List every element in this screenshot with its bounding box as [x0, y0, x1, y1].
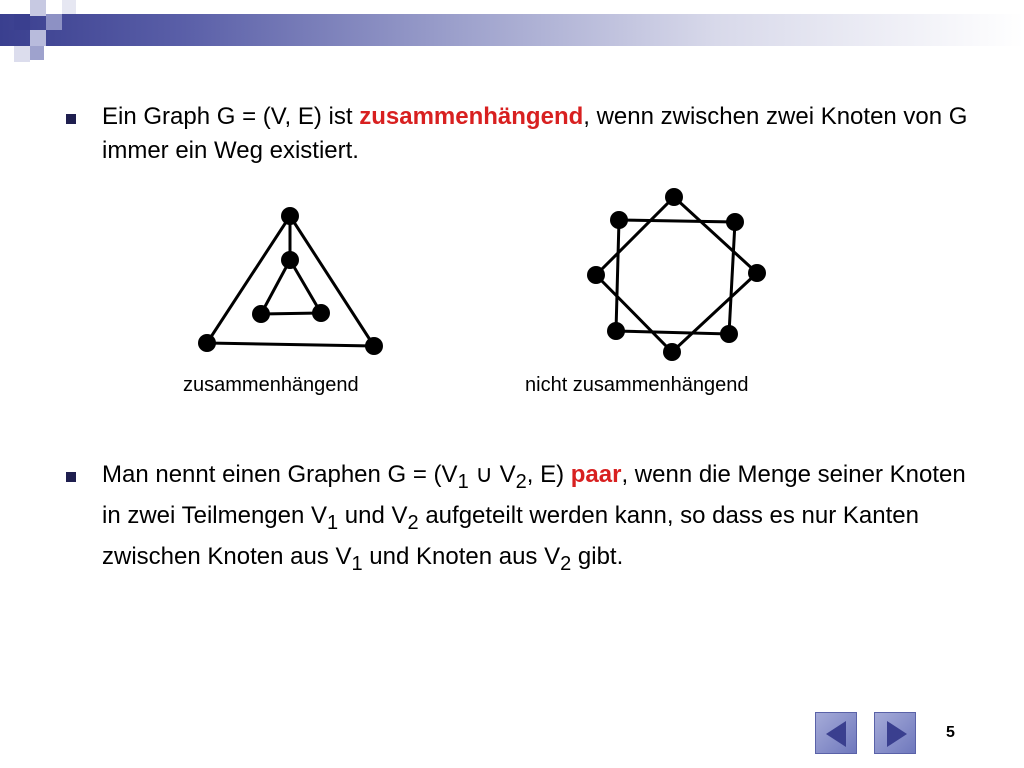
graph-node [198, 334, 216, 352]
graph-node [748, 264, 766, 282]
graph-node [610, 211, 628, 229]
subscript: 1 [457, 470, 469, 493]
next-slide-button[interactable] [874, 712, 916, 754]
bullet1-text: Ein Graph G = (V, E) ist [102, 103, 360, 130]
bullet2-text: und V [338, 501, 408, 529]
triangle-left-icon [816, 713, 858, 755]
bullet2-text: gibt. [571, 542, 624, 570]
caption-connected: zusammenhängend [183, 374, 359, 396]
subscript: 2 [407, 511, 419, 534]
caption-disconnected: nicht zusammenhängend [525, 374, 749, 396]
graph-node [663, 343, 681, 361]
graph-node [281, 207, 299, 225]
bullet2-text: ∪ V [468, 461, 516, 488]
bullet2-text: , E) [526, 461, 571, 488]
bullet2-highlight: paar [570, 461, 622, 488]
bullet-text-bipartite-definition [102, 458, 972, 580]
subscript: 2 [515, 470, 527, 493]
graph-edge [207, 216, 290, 343]
bullet2-text: aufgeteilt werden kann, so dass es nur Kanten zwischen Knoten aus V [102, 501, 919, 570]
triangle-right-icon [875, 713, 917, 755]
previous-slide-button[interactable] [815, 712, 857, 754]
graph-edge [290, 260, 321, 313]
graph-node [312, 304, 330, 322]
graph-node [587, 266, 605, 284]
graph-node [365, 337, 383, 355]
graph-edge [261, 313, 321, 314]
bullet1-text: , wenn zwischen zwei Knoten von G immer ein Weg existiert. [102, 103, 968, 164]
subscript: 1 [327, 511, 339, 534]
bullet2-text: , wenn die Menge seiner Knoten in zwei Teilmengen V [102, 461, 966, 529]
bullet1-highlight: zusammenhängend [359, 103, 584, 130]
subscript: 2 [560, 552, 572, 575]
disconnected-graph-nodes [587, 188, 766, 361]
graph-node [726, 213, 744, 231]
graph-node [607, 322, 625, 340]
connected-graph [207, 216, 374, 346]
graph-edge [207, 343, 374, 346]
graph-node [281, 251, 299, 269]
bullet2-text: Man nennt einen Graphen G = (V [102, 461, 458, 488]
graph-node [720, 325, 738, 343]
page-number: 5 [946, 724, 955, 741]
bullet2-text: und Knoten aus V [362, 542, 561, 570]
subscript: 1 [351, 552, 363, 575]
graph-node [665, 188, 683, 206]
bullet-marker [66, 472, 76, 482]
graph-node [252, 305, 270, 323]
graph-edge [261, 260, 290, 314]
